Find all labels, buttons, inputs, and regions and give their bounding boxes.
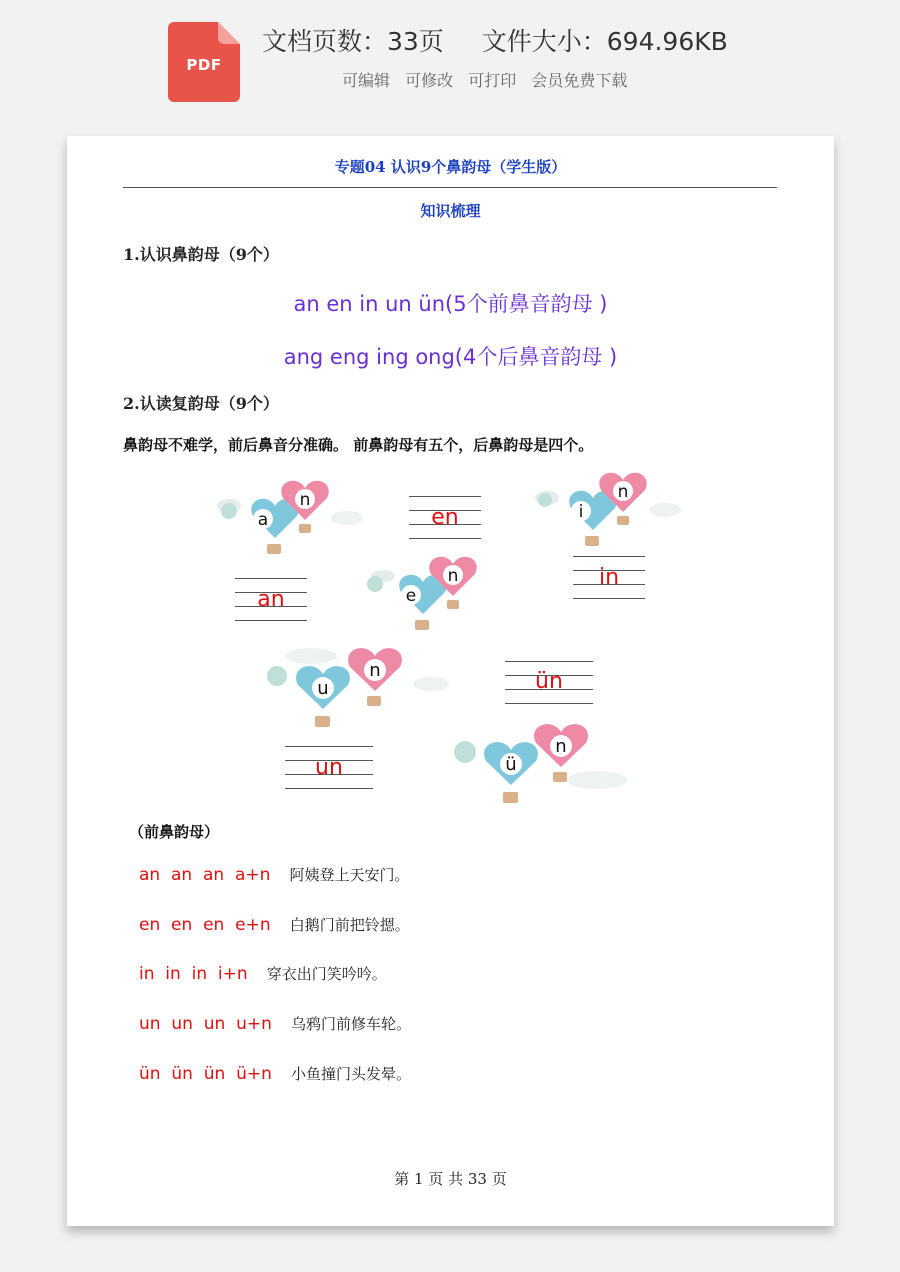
back-nasal-line: ang eng ing ong(4个后鼻音韵母 ) xyxy=(283,345,618,369)
heading-section-2: 2.认读复韵母（9个） xyxy=(123,394,279,413)
title-divider xyxy=(123,187,777,188)
balloon-letter-n: n xyxy=(369,660,381,681)
verse-text: 穿衣出门笑吟吟。 xyxy=(266,965,387,983)
balloon-pair-en xyxy=(363,554,513,644)
action-printable: 可打印 xyxy=(468,71,517,90)
writing-lines-vn xyxy=(505,661,593,705)
action-editable: 可编辑 xyxy=(342,71,391,90)
balloon-letter-n: n xyxy=(447,566,459,586)
verse-text: 白鹅门前把铃摁。 xyxy=(289,916,410,934)
balloon-letter-u: u xyxy=(317,678,329,699)
writing-lines-an xyxy=(235,578,307,622)
writing-word-en: en xyxy=(431,505,459,530)
writing-lines-un xyxy=(285,746,373,790)
document-info xyxy=(262,22,758,58)
pinyin-sequence: an an an a+n xyxy=(139,865,271,885)
pinyin-row-en xyxy=(139,914,410,938)
pinyin-row-an xyxy=(139,864,410,888)
pinyin-sequence: in in in i+n xyxy=(139,964,248,984)
writing-lines-in xyxy=(573,556,645,600)
verse-text: 小鱼撞门头发晕。 xyxy=(290,1065,411,1083)
pinyin-sequence: un un un u+n xyxy=(139,1014,272,1034)
balloon-pair-in xyxy=(533,470,683,560)
pinyin-sequence: ün ün ün ü+n xyxy=(139,1064,272,1084)
balloon-letter-n: n xyxy=(299,490,311,510)
balloon-letter-e: e xyxy=(405,586,417,606)
rhyme-text: 鼻韵母不难学，前后鼻音分准确。 前鼻韵母有五个，后鼻韵母是四个。 xyxy=(123,436,594,454)
document-actions xyxy=(342,68,637,91)
balloon-pair-vn xyxy=(447,720,647,812)
file-size: 文件大小：694.96KB xyxy=(481,27,728,56)
balloon-letter-a: a xyxy=(257,510,269,530)
verse-text: 阿姨登上天安门。 xyxy=(289,866,410,884)
front-nasal-line: an en in un ün(5个前鼻音韵母 ) xyxy=(293,292,608,316)
pinyin-row-in xyxy=(139,963,387,987)
pinyin-sequence: en en en e+n xyxy=(139,915,271,935)
section-subtitle: 知识梳理 xyxy=(420,202,481,220)
balloon-pair-an xyxy=(215,478,365,568)
writing-word-an: an xyxy=(257,587,285,612)
front-nasal-label: （前鼻韵母） xyxy=(129,823,220,841)
writing-word-in: in xyxy=(598,565,620,590)
pinyin-row-vn xyxy=(139,1063,411,1087)
action-member-download[interactable]: 会员免费下载 xyxy=(531,71,628,90)
writing-lines-en xyxy=(409,496,481,540)
balloon-letter-i: i xyxy=(578,502,584,522)
action-modifiable: 可修改 xyxy=(405,71,454,90)
writing-word-un: un xyxy=(315,755,343,780)
balloon-pair-un xyxy=(261,644,451,736)
page-count: 文档页数：33页 xyxy=(262,27,444,56)
pinyin-row-un xyxy=(139,1013,411,1037)
page-footer: 第 1 页 共 33 页 xyxy=(394,1170,507,1188)
document-title: 专题04 认识9个鼻韵母（学生版） xyxy=(334,158,567,176)
document-page xyxy=(67,136,834,1226)
pdf-file-icon xyxy=(168,22,240,102)
balloon-letter-n: n xyxy=(555,736,567,757)
verse-text: 乌鸦门前修车轮。 xyxy=(290,1015,411,1033)
writing-word-vn: ün xyxy=(535,669,563,694)
balloon-letter-n: n xyxy=(617,482,629,502)
balloon-letter-v: ü xyxy=(505,754,517,775)
heading-section-1: 1.认识鼻韵母（9个） xyxy=(123,245,279,264)
pdf-badge-label: PDF xyxy=(186,56,222,74)
